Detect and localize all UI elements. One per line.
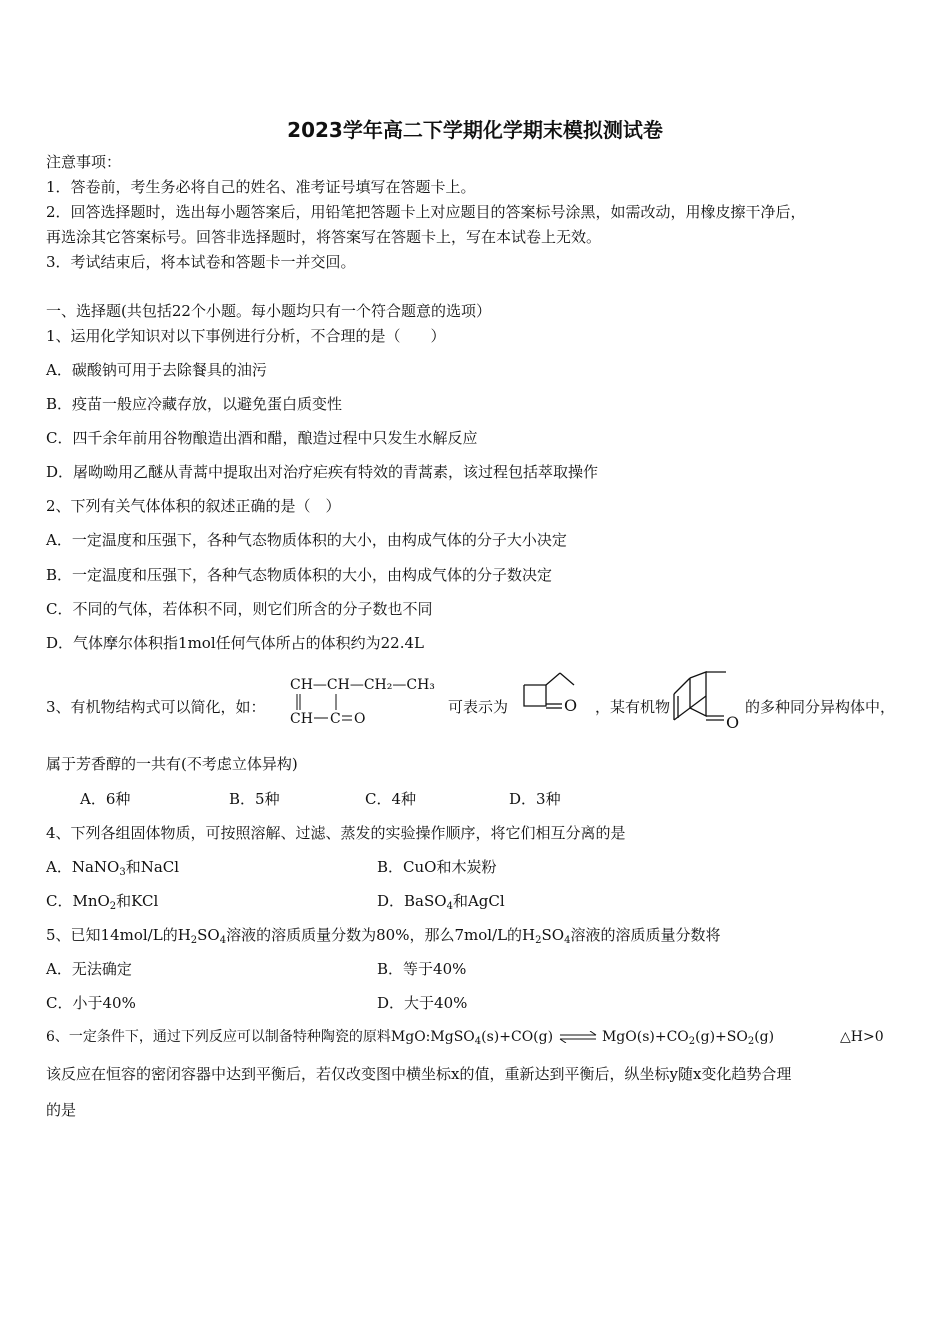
note-3: 3．考试结束后，将本试卷和答题卡一并交回。: [46, 253, 356, 271]
q1-option-a: A．碳酸钠可用于去除餐具的油污: [46, 361, 267, 379]
notes-heading: 注意事项：: [46, 153, 122, 171]
q1-stem: 1、运用化学知识对以下事例进行分析，不合理的是（ ）: [46, 327, 446, 345]
q3-option-c: C．4种: [365, 790, 417, 808]
q5-option-d: D．大于40%: [377, 994, 468, 1012]
q3-stem-b: 可表示为: [448, 698, 509, 716]
q3-option-a: A．6种: [80, 790, 131, 808]
note-1: 1．答卷前，考生务必将自己的姓名、准考证号填写在答题卡上。: [46, 178, 476, 196]
q2-option-d: D．气体摩尔体积指1mol任何气体所占的体积约为22.4L: [46, 634, 424, 652]
q2-option-b: B．一定温度和压强下，各种气态物质体积的大小，由构成气体的分子数决定: [46, 566, 553, 584]
q4-option-b: B．CuO和木炭粉: [377, 858, 497, 876]
formula-c: C: [330, 711, 341, 727]
q3-stem-c: ，某有机物: [595, 698, 671, 716]
q6-delta-h: △H>0: [840, 1029, 884, 1045]
q1-option-c: C．四千余年前用谷物酿造出酒和醋，酿造过程中只发生水解反应: [46, 429, 478, 447]
formula-top-chain: CH—CH—CH₂—CH₃: [290, 677, 435, 693]
note-2a: 2．回答选择题时，选出每小题答案后，用铅笔把答题卡上对应题目的答案标号涂黑，如需改动，用橡皮擦干净后，: [46, 203, 806, 221]
q3-option-d: D．3种: [509, 790, 561, 808]
q3-stem-d: 的多种同分异构体中，: [745, 698, 896, 716]
q6-line-3: 的是: [46, 1101, 77, 1119]
q3-target-molecule: [668, 668, 746, 734]
q1-option-b: B．疫苗一般应冷藏存放，以避免蛋白质变性: [46, 395, 343, 413]
formula-o: O: [354, 711, 366, 727]
equilibrium-arrow-icon: [558, 1031, 598, 1043]
q4-option-d: D．BaSO$_4$和AgCl: [377, 892, 505, 912]
q6-stem: 6、一定条件下，通过下列反应可以制备特种陶瓷的原料MgO:MgSO$_4$(s)+CO(g) $MgO(s)+CO_2(g)+SO_2(g)$: [46, 1029, 775, 1047]
ring2-oxygen: O: [726, 713, 740, 732]
q3-stem-e: 属于芳香醇的一共有(不考虑立体异构): [46, 755, 298, 773]
q5-option-a: A．无法确定: [46, 960, 132, 978]
section-heading: 一、选择题(共包括22个小题。每小题均只有一个符合题意的选项）: [46, 302, 491, 320]
q1-option-d: D．屠呦呦用乙醚从青蒿中提取出对治疗疟疾有特效的青蒿素，该过程包括萃取操作: [46, 463, 599, 481]
ring-oxygen: O: [564, 696, 578, 715]
q4-stem: 4、下列各组固体物质，可按照溶解、过滤、蒸发的实验操作顺序，将它们相互分离的是: [46, 824, 626, 842]
q5-option-c: C．小于40%: [46, 994, 136, 1012]
q3-stem-a: 3、有机物结构式可以简化，如：: [46, 698, 266, 716]
q2-option-c: C．不同的气体，若体积不同，则它们所含的分子数也不同: [46, 600, 433, 618]
formula-ch: CH: [290, 711, 313, 727]
page-title: 2023学年高二下学期化学期末模拟测试卷: [287, 118, 663, 142]
q5-option-b: B．等于40%: [377, 960, 467, 978]
q3-skeletal-structure: [518, 670, 598, 720]
q6-line-2: 该反应在恒容的密闭容器中达到平衡后，若仅改变图中横坐标x的值，重新达到平衡后，纵坐标y随x变化趋势合理: [46, 1065, 792, 1083]
q4-option-c: C．MnO$_2$和KCl: [46, 892, 159, 912]
note-2b: 再选涂其它答案标号。回答非选择题时，将答案写在答题卡上，写在本试卷上无效。: [46, 228, 602, 246]
q5-stem: 5、已知14mol/L的$H_2SO_4$溶液的溶质质量分数为80%，那么7mol/L的$H_2SO_4$溶液的溶质质量分数将: [46, 926, 721, 946]
q2-option-a: A．一定温度和压强下，各种气态物质体积的大小，由构成气体的分子大小决定: [46, 531, 567, 549]
q2-stem: 2、下列有关气体体积的叙述正确的是（ ）: [46, 497, 341, 515]
q3-option-b: B．5种: [229, 790, 280, 808]
q3-structure-formula: [288, 672, 448, 728]
q4-option-a: A．NaNO$_3$和NaCl: [46, 858, 180, 878]
